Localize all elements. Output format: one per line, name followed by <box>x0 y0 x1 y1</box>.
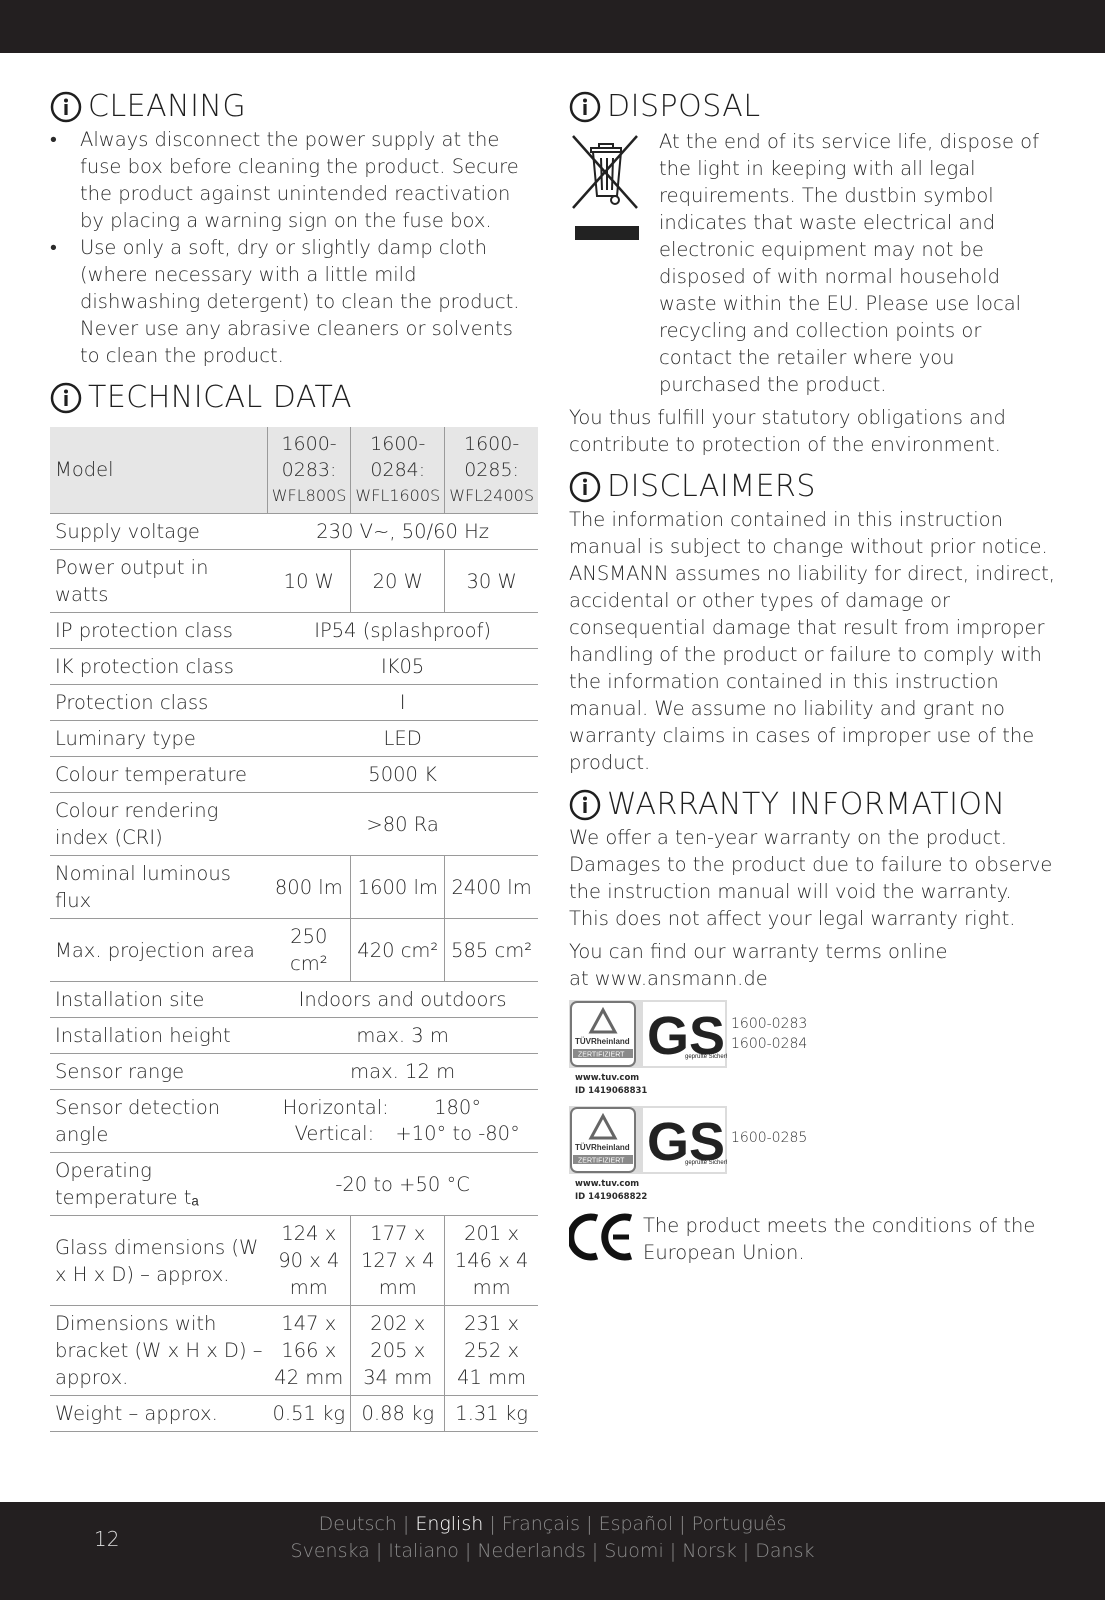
certification-row <box>569 1000 1059 1098</box>
page-number: 12 <box>94 1527 120 1551</box>
language-link-english[interactable]: English <box>415 1513 484 1535</box>
left-column <box>50 88 538 1432</box>
sensor-angle-cell: Horizontal: 180° Vertical: +10° to -80° <box>267 1090 538 1153</box>
cert-codes: 1600-0283 1600-0284 <box>731 1016 808 1052</box>
disposal-text: At the end of its service life, dispose of the light in keeping with all legal requirements. The dustbin symbol indicates that waste electrical and electronic equipment may not be disposed of with normal household waste within the EU. Please use local recycling and collection points or contact the retailer where you purchased the product. <box>659 130 1039 396</box>
table-row: Installation height max. 3 m <box>50 1018 538 1054</box>
technical-heading <box>50 379 538 417</box>
ce-text: The product meets the conditions of the European Union. <box>643 1214 1036 1264</box>
table-row: Luminary type LED <box>50 721 538 757</box>
tuv-id: ID 1419068822 <box>575 1192 648 1202</box>
warranty-text: We offer a ten-year warranty on the product. Damages to the product due to failure to observe the instruction manual will void the warranty. <box>569 826 1053 903</box>
language-link-norsk[interactable]: Norsk <box>682 1540 737 1562</box>
disposal-text-2: You thus fulfill your statutory obligations and contribute to protection of the environment. <box>569 406 1006 456</box>
svg-text:GS: GS <box>647 1112 726 1172</box>
list-item: • Use only a soft, dry or slightly damp cloth (where necessary with a little mild dishwashing detergent) to clean the product. Never use any abrasive cleaners or solvents to clean the product. <box>80 234 538 369</box>
language-link-nederlands[interactable]: Nederlands <box>477 1540 586 1562</box>
ce-block <box>569 1212 1059 1266</box>
language-link-francais[interactable]: Français <box>501 1513 581 1535</box>
certification-logos <box>569 1000 727 1098</box>
language-line-1: Deutsch | English | Français | Español | Português <box>318 1513 787 1535</box>
table-row: Supply voltage 230 V~, 50/60 Hz <box>50 514 538 550</box>
svg-text:TÜVRheinland: TÜVRheinland <box>575 1143 630 1152</box>
info-icon <box>569 471 601 503</box>
disposal-block <box>569 130 1059 398</box>
svg-text:geprüfte Sicherheit: geprüfte Sicher <box>685 1160 726 1166</box>
table-row: Installation site Indoors and outdoors <box>50 982 538 1018</box>
info-icon <box>50 382 82 414</box>
language-link-portugues[interactable]: Português <box>691 1513 787 1535</box>
svg-text:ZERTIFIZIERT: ZERTIFIZIERT <box>578 1051 625 1059</box>
language-link-italiano[interactable]: Italiano <box>388 1540 459 1562</box>
list-item: • Always disconnect the power supply at the fuse box before cleaning the product. Secure the product against unintended reactivation by placing a warning sign on the fuse box. <box>80 126 538 234</box>
cleaning-heading <box>50 88 538 126</box>
tuv-url: www.tuv.com <box>575 1179 640 1189</box>
table-row: Weight – approx. 0.51 kg 0.88 kg 1.31 kg <box>50 1396 538 1432</box>
table-row: Colour temperature 5000 K <box>50 757 538 793</box>
disclaimers-heading <box>569 468 1059 506</box>
disclaimers-title: DISCLAIMERS <box>607 469 816 504</box>
certification-logos <box>569 1106 727 1204</box>
table-header-row <box>50 427 538 514</box>
model-cell: 1600-0284: WFL1600S <box>351 427 445 514</box>
language-link-espanol[interactable]: Español <box>598 1513 674 1535</box>
cleaning-title: CLEANING <box>88 89 247 124</box>
tuv-gs-logo <box>569 1106 727 1174</box>
technical-data-table <box>50 427 538 1432</box>
ce-mark-icon <box>569 1212 637 1262</box>
table-row: Glass dimensions (W x H x D) – approx. 124 x 90 x 4 mm 177 x 127 x 4 mm 201 x 146 x 4 mm <box>50 1216 538 1306</box>
table-row: Dimensions with bracket (W x H x D) – approx. 147 x 166 x 42 mm 202 x 205 x 34 mm 231 x 252 x 41 mm <box>50 1306 538 1396</box>
table-row: Nominal luminous flux 800 lm 1600 lm 2400 lm <box>50 856 538 919</box>
warranty-text-2: You can find our warranty terms online at www.ansmann.de <box>569 940 948 990</box>
warranty-title: WARRANTY INFORMATION <box>607 787 1006 822</box>
weee-bin-icon <box>569 130 659 398</box>
info-icon <box>569 789 601 821</box>
disposal-title: DISPOSAL <box>607 89 761 124</box>
language-link-svenska[interactable]: Svenska <box>290 1540 370 1562</box>
disclaimers-text: The information contained in this instruction manual is subject to change without prior notice. ANSMANN assumes no liability for direct, indirect, accidental or other types of damage or consequential damage that result from improper handling of the product or failure to comply with the information contained in this instruction manual. We assume no liability and grant no warranty claims in cases of improper use of the product. <box>569 508 1055 774</box>
table-row: Sensor range max. 12 m <box>50 1054 538 1090</box>
language-line-2: Svenska | Italiano | Nederlands | Suomi | Norsk | Dansk <box>290 1540 815 1562</box>
certification-row <box>569 1106 1059 1204</box>
language-link-suomi[interactable]: Suomi <box>604 1540 664 1562</box>
model-cell: 1600-0283: WFL800S <box>267 427 351 514</box>
table-row: Operating temperature tₐ -20 to +50 °C <box>50 1153 538 1216</box>
table-row: Power output in watts 10 W 20 W 30 W <box>50 550 538 613</box>
table-row: IK protection class IK05 <box>50 649 538 685</box>
cleaning-list <box>50 126 538 369</box>
table-row: Sensor detection angle Horizontal: 180° Vertical: +10° to -80° <box>50 1090 538 1153</box>
language-link-dansk[interactable]: Dansk <box>755 1540 815 1562</box>
cert-codes: 1600-0285 <box>731 1130 808 1146</box>
svg-text:geprüfte Sicherheit: geprüfte Sicher <box>685 1054 726 1060</box>
tuv-url: www.tuv.com <box>575 1073 640 1083</box>
technical-title: TECHNICAL DATA <box>88 380 353 415</box>
info-icon <box>569 91 601 123</box>
svg-text:ZERTIFIZIERT: ZERTIFIZIERT <box>578 1157 625 1165</box>
table-row: Colour rendering index (CRI) >80 Ra <box>50 793 538 856</box>
tuv-id: ID 1419068831 <box>575 1086 648 1096</box>
model-cell: 1600-0285: WFL2400S <box>445 427 538 514</box>
warranty-heading <box>569 786 1059 824</box>
table-row: Protection class I <box>50 685 538 721</box>
right-column <box>569 88 1059 1266</box>
disposal-heading <box>569 88 1059 126</box>
language-link-deutsch[interactable]: Deutsch <box>318 1513 397 1535</box>
header-label: Model <box>50 427 267 514</box>
info-icon <box>50 91 82 123</box>
table-row: Max. projection area 250 cm² 420 cm² 585 cm² <box>50 919 538 982</box>
table-row: IP protection class IP54 (splashproof) <box>50 613 538 649</box>
svg-text:TÜVRheinland: TÜVRheinland <box>575 1037 630 1046</box>
warranty-text-b: This does not affect your legal warranty right. <box>569 907 1016 930</box>
top-bar <box>0 0 1105 53</box>
svg-text:GS: GS <box>647 1006 726 1066</box>
tuv-gs-logo <box>569 1000 727 1068</box>
